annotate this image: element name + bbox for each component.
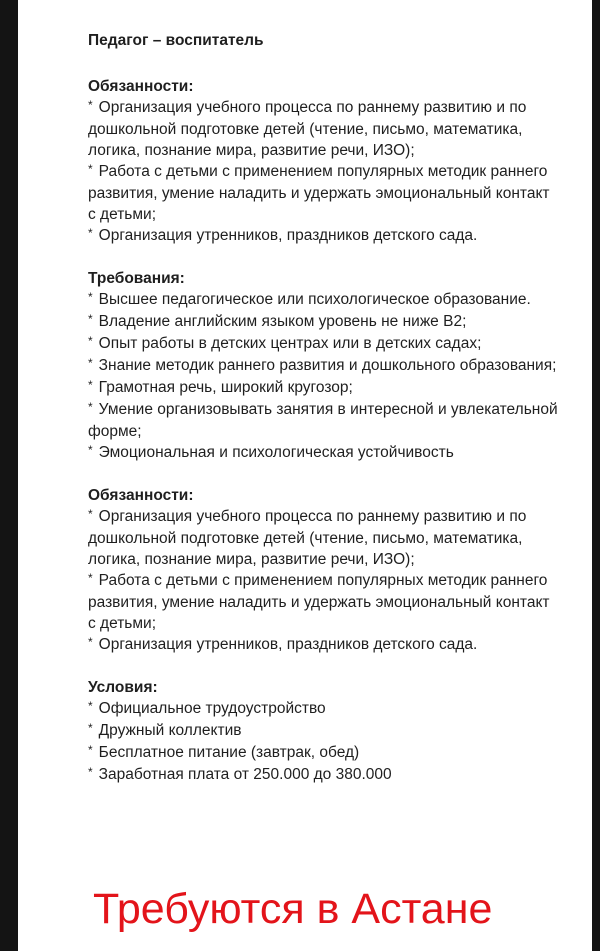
left-frame-edge	[0, 0, 18, 951]
list-item-text: Организация утренников, праздников детского сада.	[98, 636, 478, 653]
bullet-mark: *	[88, 312, 93, 326]
city-banner: Требуются в Астане	[93, 885, 493, 933]
bullet-mark: *	[88, 378, 93, 392]
bullet-mark: *	[88, 98, 93, 112]
list-item-text: Знание методик раннего развития и дошкольного образования;	[98, 357, 557, 374]
list-item	[88, 311, 558, 333]
list-item	[88, 764, 558, 786]
list-item	[88, 442, 558, 464]
section-list	[88, 97, 558, 247]
job-title: Педагог – воспитатель	[88, 32, 264, 49]
list-item	[88, 225, 558, 247]
bullet-mark: *	[88, 290, 93, 304]
bullet-mark: *	[88, 162, 93, 176]
list-item	[88, 289, 558, 311]
vacancy-section	[88, 268, 558, 464]
vacancy-sections	[88, 76, 558, 786]
section-list	[88, 289, 558, 464]
list-item-text: Высшее педагогическое или психологическое образование.	[98, 291, 531, 308]
section-list	[88, 506, 558, 656]
list-item-text: Грамотная речь, широкий кругозор;	[98, 379, 353, 396]
list-item-text: Официальное трудоустройство	[98, 700, 326, 717]
bullet-mark: *	[88, 699, 93, 713]
bullet-mark: *	[88, 571, 93, 585]
list-item-text: Работа с детьми с применением популярных методик раннего развития, умение наладить и удержать эмоциональный контакт с детьми;	[88, 572, 550, 632]
list-item-text: Эмоциональная и психологическая устойчивость	[98, 444, 454, 461]
right-frame-edge	[592, 0, 600, 951]
section-heading: Обязанности:	[88, 487, 194, 504]
list-item	[88, 333, 558, 355]
list-item-text: Дружный коллектив	[98, 722, 242, 739]
bullet-mark: *	[88, 507, 93, 521]
list-item-text: Заработная плата от 250.000 до 380.000	[98, 766, 392, 783]
section-heading: Обязанности:	[88, 78, 194, 95]
bullet-mark: *	[88, 356, 93, 370]
list-item	[88, 570, 558, 634]
list-item-text: Работа с детьми с применением популярных методик раннего развития, умение наладить и удержать эмоциональный контакт с детьми;	[88, 163, 550, 223]
list-item-text: Организация утренников, праздников детского сада.	[98, 227, 478, 244]
bullet-mark: *	[88, 635, 93, 649]
list-item	[88, 97, 558, 161]
list-item-text: Умение организовывать занятия в интересной и увлекательной форме;	[88, 401, 558, 440]
list-item	[88, 634, 558, 656]
list-item	[88, 355, 558, 377]
list-item	[88, 161, 558, 225]
bullet-mark: *	[88, 743, 93, 757]
bullet-mark: *	[88, 226, 93, 240]
bullet-mark: *	[88, 400, 93, 414]
list-item-text: Владение английским языком уровень не ниже В2;	[98, 313, 467, 330]
list-item	[88, 377, 558, 399]
list-item-text: Бесплатное питание (завтрак, обед)	[98, 744, 360, 761]
list-item	[88, 742, 558, 764]
section-heading: Требования:	[88, 270, 185, 287]
list-item	[88, 720, 558, 742]
list-item	[88, 399, 558, 442]
list-item-text: Опыт работы в детских центрах или в детских садах;	[98, 335, 482, 352]
vacancy-text	[88, 30, 558, 807]
list-item	[88, 698, 558, 720]
section-heading: Условия:	[88, 679, 158, 696]
bullet-mark: *	[88, 334, 93, 348]
list-item-text: Организация учебного процесса по раннему развитию и по дошкольной подготовке детей (чтение, письмо, математика, логика, познание мира, развитие речи, ИЗО);	[88, 99, 527, 159]
list-item-text: Организация учебного процесса по раннему развитию и по дошкольной подготовке детей (чтение, письмо, математика, логика, познание мира, развитие речи, ИЗО);	[88, 508, 527, 568]
section-list	[88, 698, 558, 786]
vacancy-section	[88, 677, 558, 786]
bullet-mark: *	[88, 721, 93, 735]
bullet-mark: *	[88, 443, 93, 457]
vacancy-section	[88, 76, 558, 247]
bullet-mark: *	[88, 765, 93, 779]
list-item	[88, 506, 558, 570]
vacancy-section	[88, 485, 558, 656]
